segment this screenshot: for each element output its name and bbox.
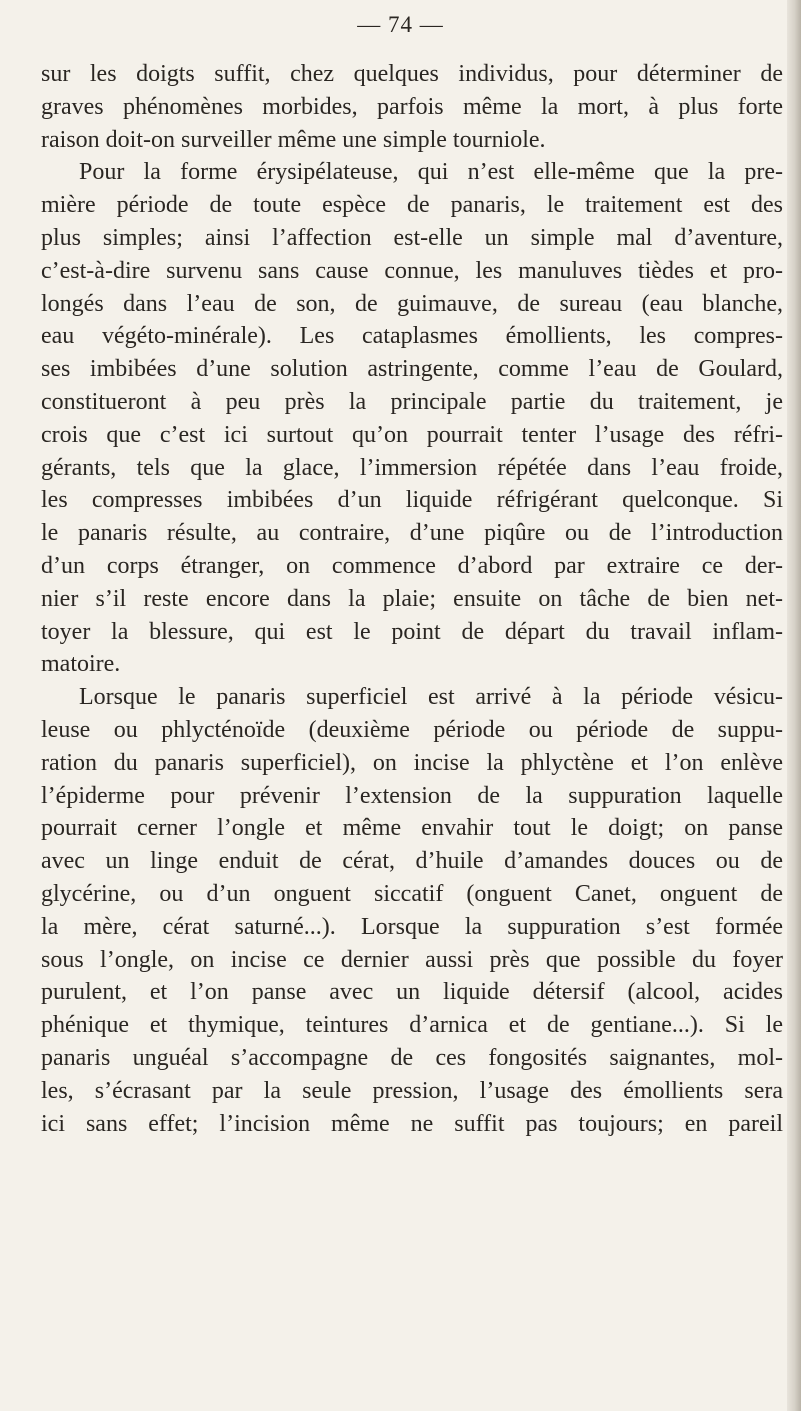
- text-line: ici sans effet; l’incision même ne suffit pas toujours; en pareil: [41, 1110, 783, 1137]
- text-line: mière période de toute espèce de panaris, le traitement est des: [41, 192, 783, 219]
- text-line: la mère, cérat saturné...). Lorsque la suppuration s’est formée: [41, 913, 783, 940]
- text-line: phénique et thymique, teintures d’arnica et de gentiane...). Si le: [41, 1012, 783, 1039]
- text-line: plus simples; ainsi l’affection est-elle un simple mal d’aventure,: [41, 224, 783, 251]
- text-line: nier s’il reste encore dans la plaie; ensuite on tâche de bien net-: [41, 585, 783, 612]
- text-line: avec un linge enduit de cérat, d’huile d’amandes douces ou de: [41, 848, 783, 875]
- text-line: c’est-à-dire survenu sans cause connue, les manuluves tièdes et pro-: [41, 257, 783, 284]
- text-line: ses imbibées d’une solution astringente, comme l’eau de Goulard,: [41, 356, 783, 383]
- page-number: — 74 —: [357, 12, 444, 37]
- page-edge-shadow: [787, 0, 801, 1411]
- text-line: raison doit-on surveiller même une simple tourniole.: [41, 126, 546, 153]
- text-line: eau végéto-minérale). Les cataplasmes émollients, les compres-: [41, 323, 783, 350]
- text-line: glycérine, ou d’un onguent siccatif (onguent Canet, onguent de: [41, 880, 783, 907]
- text-line: l’épiderme pour prévenir l’extension de la suppuration laquelle: [41, 782, 783, 809]
- text-line: pourrait cerner l’ongle et même envahir tout le doigt; on panse: [41, 815, 783, 842]
- body-text: [41, 58, 783, 1140]
- text-line: gérants, tels que la glace, l’immersion répétée dans l’eau froide,: [41, 454, 783, 481]
- text-line: ration du panaris superficiel), on incise la phlyctène et l’on enlève: [41, 749, 783, 776]
- paragraph-start-line: Lorsque le panaris superficiel est arrivé à la période vésicu-: [79, 684, 783, 711]
- text-line: toyer la blessure, qui est le point de départ du travail inflam-: [41, 618, 783, 645]
- text-line: le panaris résulte, au contraire, d’une piqûre ou de l’introduction: [41, 520, 783, 547]
- paragraph-start-line: Pour la forme érysipélateuse, qui n’est elle-même que la pre-: [79, 159, 783, 186]
- text-line: les, s’écrasant par la seule pression, l’usage des émollients sera: [41, 1077, 783, 1104]
- text-line: purulent, et l’on panse avec un liquide détersif (alcool, acides: [41, 979, 783, 1006]
- text-line: panaris unguéal s’accompagne de ces fongosités saignantes, mol-: [41, 1044, 783, 1071]
- text-line: leuse ou phlycténoïde (deuxième période ou période de suppu-: [41, 716, 783, 743]
- text-line: sous l’ongle, on incise ce dernier aussi près que possible du foyer: [41, 946, 783, 973]
- text-line: crois que c’est ici surtout qu’on pourrait tenter l’usage des réfri-: [41, 421, 783, 448]
- text-line: longés dans l’eau de son, de guimauve, de sureau (eau blanche,: [41, 290, 783, 317]
- text-line: sur les doigts suffit, chez quelques individus, pour déterminer de: [41, 61, 783, 87]
- text-line: matoire.: [41, 651, 121, 678]
- text-line: graves phénomènes morbides, parfois même la mort, à plus forte: [41, 93, 783, 120]
- text-line: les compresses imbibées d’un liquide réfrigérant quelconque. Si: [41, 487, 783, 514]
- text-line: d’un corps étranger, on commence d’abord par extraire ce der-: [41, 552, 783, 579]
- text-line: constitueront à peu près la principale partie du traitement, je: [41, 388, 783, 415]
